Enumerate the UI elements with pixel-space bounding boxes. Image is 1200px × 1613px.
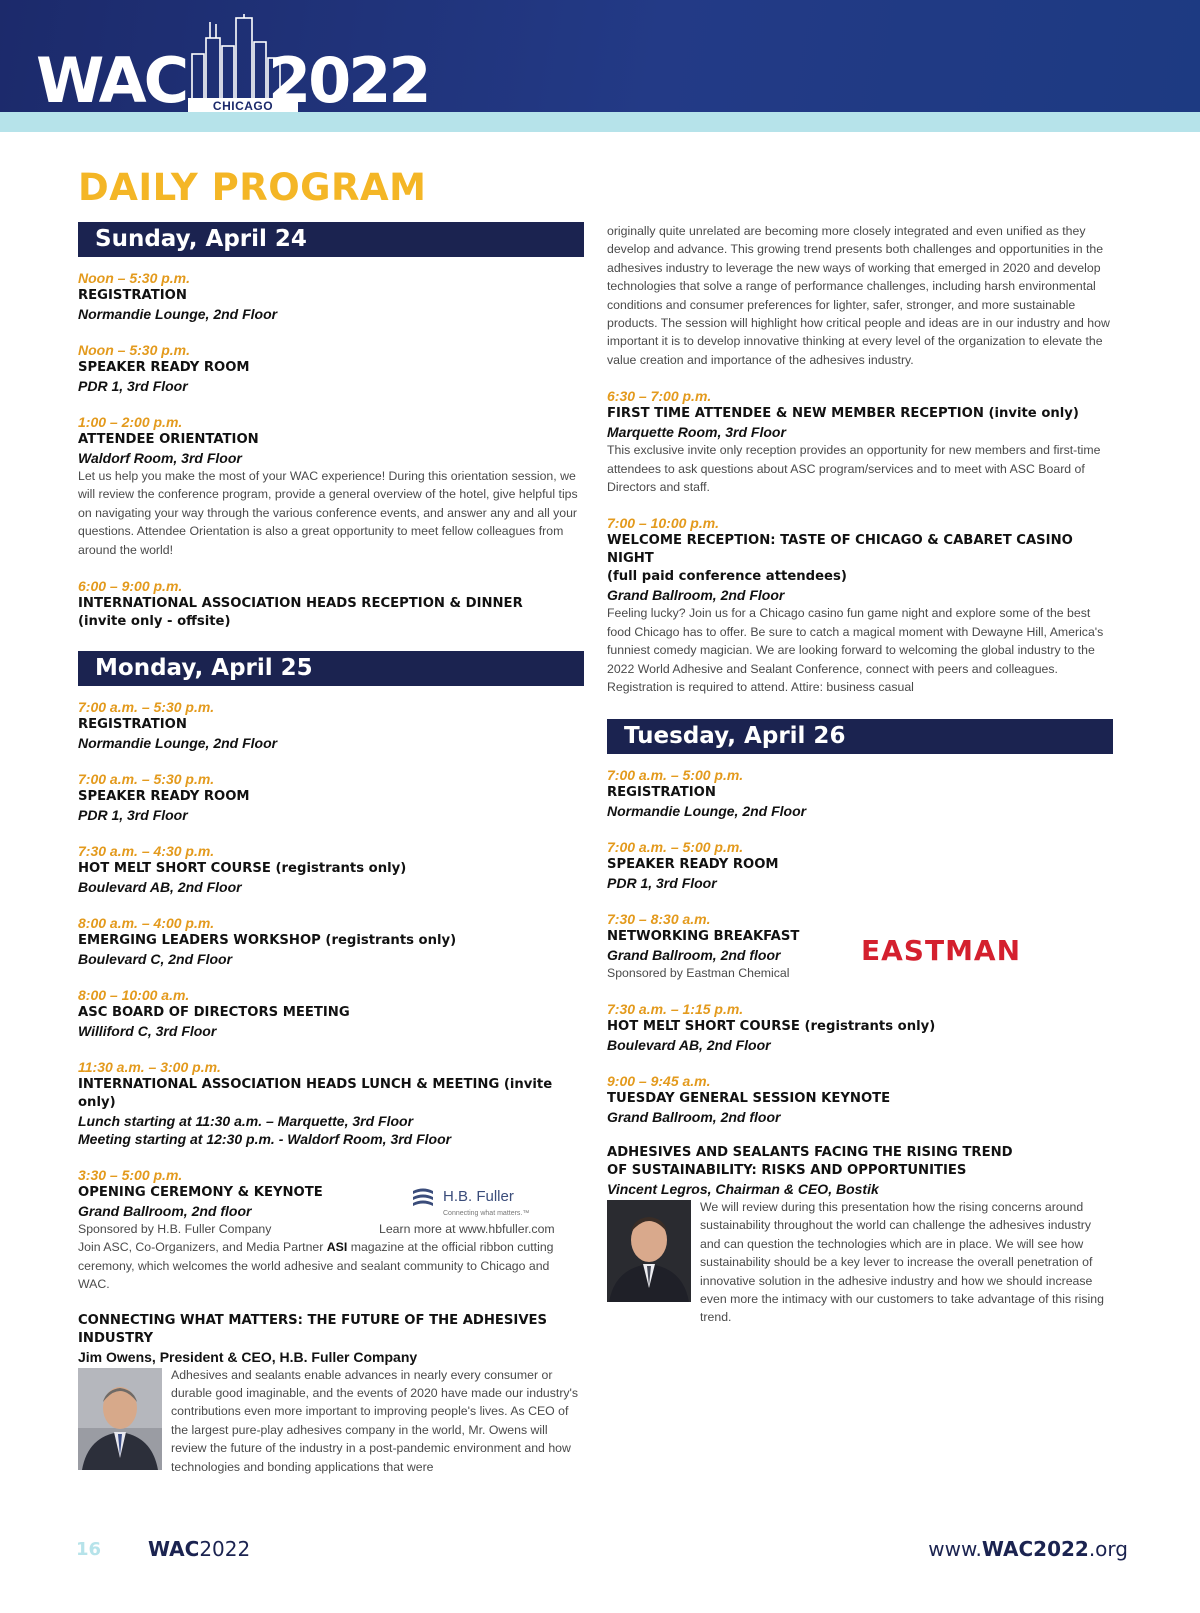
header-stripe	[0, 112, 1200, 132]
event-item	[78, 770, 584, 824]
keynote-description: We will review during this presentation how the rising concerns around sustainability throughout the world can challenge the adhesives industry and can question the technologies which are in place. We will see how sustainability should be a key lever to increase the overall penetration of innovative solution in the adhesive industry and how we should increase even more the intimacy with our customers to take advantage of this rising trend.	[700, 1199, 1104, 1325]
event-location: Grand Ballroom, 2nd floor	[607, 946, 781, 963]
learn-more-link[interactable]: Learn more at www.hbfuller.com	[379, 1222, 555, 1237]
desc-post: magazine at the official ribbon cutting ceremony, which welcomes the world adhesive and sealant community to Chicago and WAC.	[78, 1240, 554, 1292]
speaker-portrait-icon	[607, 1200, 691, 1302]
eastman-logo: EASTMAN	[861, 933, 1022, 967]
event-title-note: (registrants only)	[320, 933, 457, 949]
event-title: REGISTRATION	[78, 717, 187, 733]
event-location: Boulevard C, 2nd Floor	[78, 951, 233, 968]
hbfuller-tagline: Connecting what matters.™	[443, 1210, 530, 1218]
event-item	[78, 341, 584, 395]
event-item	[78, 1058, 584, 1148]
tuesday-keynote	[607, 1144, 1113, 1327]
speaker-portrait-icon	[78, 1368, 162, 1470]
event-title-note: (invite only - offsite)	[78, 614, 231, 630]
event-item	[78, 269, 584, 323]
footer-brand-rest: 2022	[199, 1537, 251, 1561]
event-item	[78, 842, 584, 896]
event-location: Lunch starting at 11:30 a.m. – Marquette, 3rd Floor	[78, 1113, 414, 1130]
event-time: 8:00 – 10:00 a.m.	[78, 987, 190, 1004]
event-location: Grand Ballroom, 2nd floor	[78, 1203, 252, 1220]
footer-url-bold: WAC2022	[981, 1537, 1089, 1561]
event-description: Feeling lucky? Join us for a Chicago casino fun game night and explore some of the best food Chicago has to offer. Be sure to catch a magical moment with Dewayne Hill, America's funniest comedy magician. We are looking forward to welcoming the global industry to the 2022 World Adhesive and Sealant Conference, connect with peers and colleagues. Registration is required to attend. Attire: business casual	[607, 606, 1104, 695]
event-location: Grand Ballroom, 2nd Floor	[607, 587, 785, 604]
event-title	[78, 860, 584, 878]
speaker-photo	[78, 1368, 162, 1470]
desc-bold: ASI	[326, 1240, 348, 1255]
event-time: 7:00 a.m. – 5:00 p.m.	[607, 838, 744, 855]
hbfuller-mark-icon	[411, 1186, 435, 1210]
event-title: REGISTRATION	[607, 784, 716, 800]
event-title	[607, 1018, 1113, 1036]
monday-keynote	[78, 1312, 584, 1476]
event-location: PDR 1, 3rd Floor	[78, 807, 188, 824]
desc-pre: Join ASC, Co-Organizers, and Media Partner	[78, 1240, 327, 1255]
page-title: DAILY PROGRAM	[78, 166, 427, 209]
right-column	[607, 222, 1113, 1327]
event-item	[607, 910, 1113, 982]
event-item	[607, 766, 1113, 820]
event-title: SPEAKER READY ROOM	[607, 856, 779, 872]
event-time: 7:30 – 8:30 a.m.	[607, 910, 711, 927]
event-location: Boulevard AB, 2nd Floor	[78, 879, 242, 896]
keynote-heading-line2: OF SUSTAINABILITY: RISKS AND OPPORTUNITIES	[607, 1162, 967, 1178]
event-time: 7:30 a.m. – 4:30 p.m.	[78, 843, 215, 860]
keynote-speaker: Vincent Legros, Chairman & CEO, Bostik	[607, 1180, 879, 1197]
footer-brand	[148, 1537, 250, 1561]
event-title: TUESDAY GENERAL SESSION KEYNOTE	[607, 1090, 891, 1106]
keynote-body	[607, 1198, 1113, 1327]
event-item	[78, 1166, 584, 1294]
event-time: 7:30 a.m. – 1:15 p.m.	[607, 1000, 744, 1017]
event-time: 6:30 – 7:00 p.m.	[607, 388, 712, 405]
event-item	[78, 577, 584, 631]
event-location: Normandie Lounge, 2nd Floor	[78, 306, 278, 322]
speaker-photo	[607, 1200, 691, 1302]
event-title: OPENING CEREMONY & KEYNOTE	[78, 1185, 323, 1201]
event-time: 1:00 – 2:00 p.m.	[78, 414, 183, 430]
event-sponsor: Sponsored by H.B. Fuller Company	[78, 1222, 272, 1237]
keynote-speaker: Jim Owens, President & CEO, H.B. Fuller Company	[78, 1348, 418, 1365]
event-title-text: INTERNATIONAL ASSOCIATION HEADS LUNCH & MEETING	[78, 1077, 500, 1093]
event-title-text: HOT MELT SHORT COURSE	[78, 861, 271, 877]
event-title: REGISTRATION	[78, 288, 187, 303]
event-location: Normandie Lounge, 2nd Floor	[78, 735, 278, 752]
page-header	[0, 0, 1200, 112]
event-location: Williford C, 3rd Floor	[78, 1023, 217, 1040]
event-location: PDR 1, 3rd Floor	[78, 378, 188, 394]
event-time: 3:30 – 5:00 p.m.	[78, 1167, 183, 1184]
left-column	[78, 222, 584, 1476]
logo-city-text: CHICAGO	[188, 98, 298, 112]
event-item	[607, 1000, 1113, 1054]
keynote-body	[78, 1366, 584, 1476]
event-title: WELCOME RECEPTION: TASTE OF CHICAGO & CABARET CASINO NIGHT	[607, 533, 1073, 567]
event-title: SPEAKER READY ROOM	[78, 789, 250, 805]
footer-brand-bold: WAC	[148, 1537, 200, 1561]
event-item	[78, 986, 584, 1040]
event-title: ASC BOARD OF DIRECTORS MEETING	[78, 1005, 350, 1021]
event-item	[78, 914, 584, 968]
event-time: 9:00 – 9:45 a.m.	[607, 1072, 711, 1089]
keynote-description: Adhesives and sealants enable advances in nearly every consumer or durable good imaginable, and the events of 2020 have made our industry's contributions even more important to improving people's lives. As CEO of the largest pure-play adhesives company in the world, Mr. Owens will review the future of the industry in a post-pandemic environment and how technologies and bonding applications that were	[171, 1367, 579, 1474]
event-time: Noon – 5:30 p.m.	[78, 270, 191, 286]
event-title: ATTENDEE ORIENTATION	[78, 432, 259, 447]
event-title-note: (full paid conference attendees)	[607, 569, 847, 585]
event-time: Noon – 5:30 p.m.	[78, 342, 191, 358]
event-title: NETWORKING BREAKFAST	[607, 928, 800, 944]
event-title: INTERNATIONAL ASSOCIATION HEADS RECEPTION & DINNER	[78, 596, 523, 612]
event-description: This exclusive invite only reception provides an opportunity for new members and first-time attendees to ask questions about ASC program/services and to meet with ASC Board of Directors and staff.	[607, 443, 1101, 495]
footer-url-post: .org	[1088, 1537, 1128, 1561]
event-title	[78, 1076, 584, 1112]
event-title-text: HOT MELT SHORT COURSE	[607, 1018, 800, 1034]
event-time: 7:00 – 10:00 p.m.	[607, 515, 720, 532]
event-item	[607, 387, 1113, 496]
day-header-tuesday: Tuesday, April 26	[607, 719, 1113, 754]
event-item	[607, 838, 1113, 892]
event-item	[607, 1072, 1113, 1126]
day-header-sunday: Sunday, April 24	[78, 222, 584, 257]
hbfuller-name: H.B. Fuller	[443, 1188, 514, 1206]
event-location: Boulevard AB, 2nd Floor	[607, 1036, 771, 1053]
keynote-heading: ADHESIVES AND SEALANTS FACING THE RISING TREND	[607, 1144, 1013, 1160]
continued-description: originally quite unrelated are becoming more closely integrated and even unified as they develop and advance. This growing trend presents both challenges and opportunities in the adhesives industry to leverage the new ways of working that emerged in 2020 and develop technologies that solve a range of performance challenges, including harsh environmental conditions and consumer preferences for lighter, safer, stronger, and more sustainable products. The session will highlight how critical people and ideas are in our industry and how important it is to develop innovative thinking at every level of the organization to elevate the value creation and importance of the adhesives industry.	[607, 224, 1110, 367]
page-number: 16	[76, 1539, 102, 1560]
event-time: 7:00 a.m. – 5:30 p.m.	[78, 771, 215, 788]
event-location: PDR 1, 3rd Floor	[607, 874, 717, 891]
event-title-text: FIRST TIME ATTENDEE & NEW MEMBER RECEPTION	[607, 406, 984, 422]
event-description: Let us help you make the most of your WAC experience! During this orientation session, we will review the conference program, provide a general overview of the hotel, give helpful tips on navigating your way through the various conference events, and answer any and all your questions. Attendee Orientation is also a great opportunity to meet fellow colleagues from around the world!	[78, 469, 578, 557]
keynote-heading: CONNECTING WHAT MATTERS: THE FUTURE OF THE ADHESIVES INDUSTRY	[78, 1312, 548, 1346]
logo-wac-text: WAC	[36, 44, 187, 112]
event-location: Normandie Lounge, 2nd Floor	[607, 802, 807, 819]
event-item	[78, 413, 584, 559]
footer-url[interactable]	[928, 1537, 1128, 1561]
event-title: SPEAKER READY ROOM	[78, 360, 250, 375]
event-item	[78, 698, 584, 752]
footer-url-pre: www.	[928, 1537, 982, 1561]
event-title-note: (registrants only)	[799, 1018, 936, 1034]
event-location: Marquette Room, 3rd Floor	[607, 424, 786, 441]
event-title	[607, 405, 1113, 423]
wac-2022-logo	[36, 14, 456, 112]
event-location: Grand Ballroom, 2nd floor	[607, 1108, 781, 1125]
event-description	[78, 1238, 584, 1293]
event-location-secondary: Meeting starting at 12:30 p.m. - Waldorf Room, 3rd Floor	[78, 1131, 452, 1148]
event-title-note: (registrants only)	[270, 861, 407, 877]
event-title	[78, 932, 584, 950]
event-sponsor: Sponsored by Eastman Chemical	[607, 965, 790, 980]
day-header-monday: Monday, April 25	[78, 651, 584, 686]
logo-year-text: 2022	[268, 44, 429, 112]
event-time: 7:00 a.m. – 5:30 p.m.	[78, 699, 215, 716]
event-title-note: (invite only)	[983, 406, 1079, 422]
event-time: 8:00 a.m. – 4:00 p.m.	[78, 915, 215, 932]
event-location: Waldorf Room, 3rd Floor	[78, 450, 242, 466]
event-title-text: EMERGING LEADERS WORKSHOP	[78, 933, 321, 949]
event-title-note: (invite only)	[78, 1077, 553, 1111]
event-time: 7:00 a.m. – 5:00 p.m.	[607, 766, 744, 783]
event-time: 6:00 – 9:00 p.m.	[78, 578, 183, 595]
hbfuller-logo	[411, 1184, 561, 1224]
event-time: 11:30 a.m. – 3:00 p.m.	[78, 1059, 221, 1076]
event-item	[607, 514, 1113, 696]
